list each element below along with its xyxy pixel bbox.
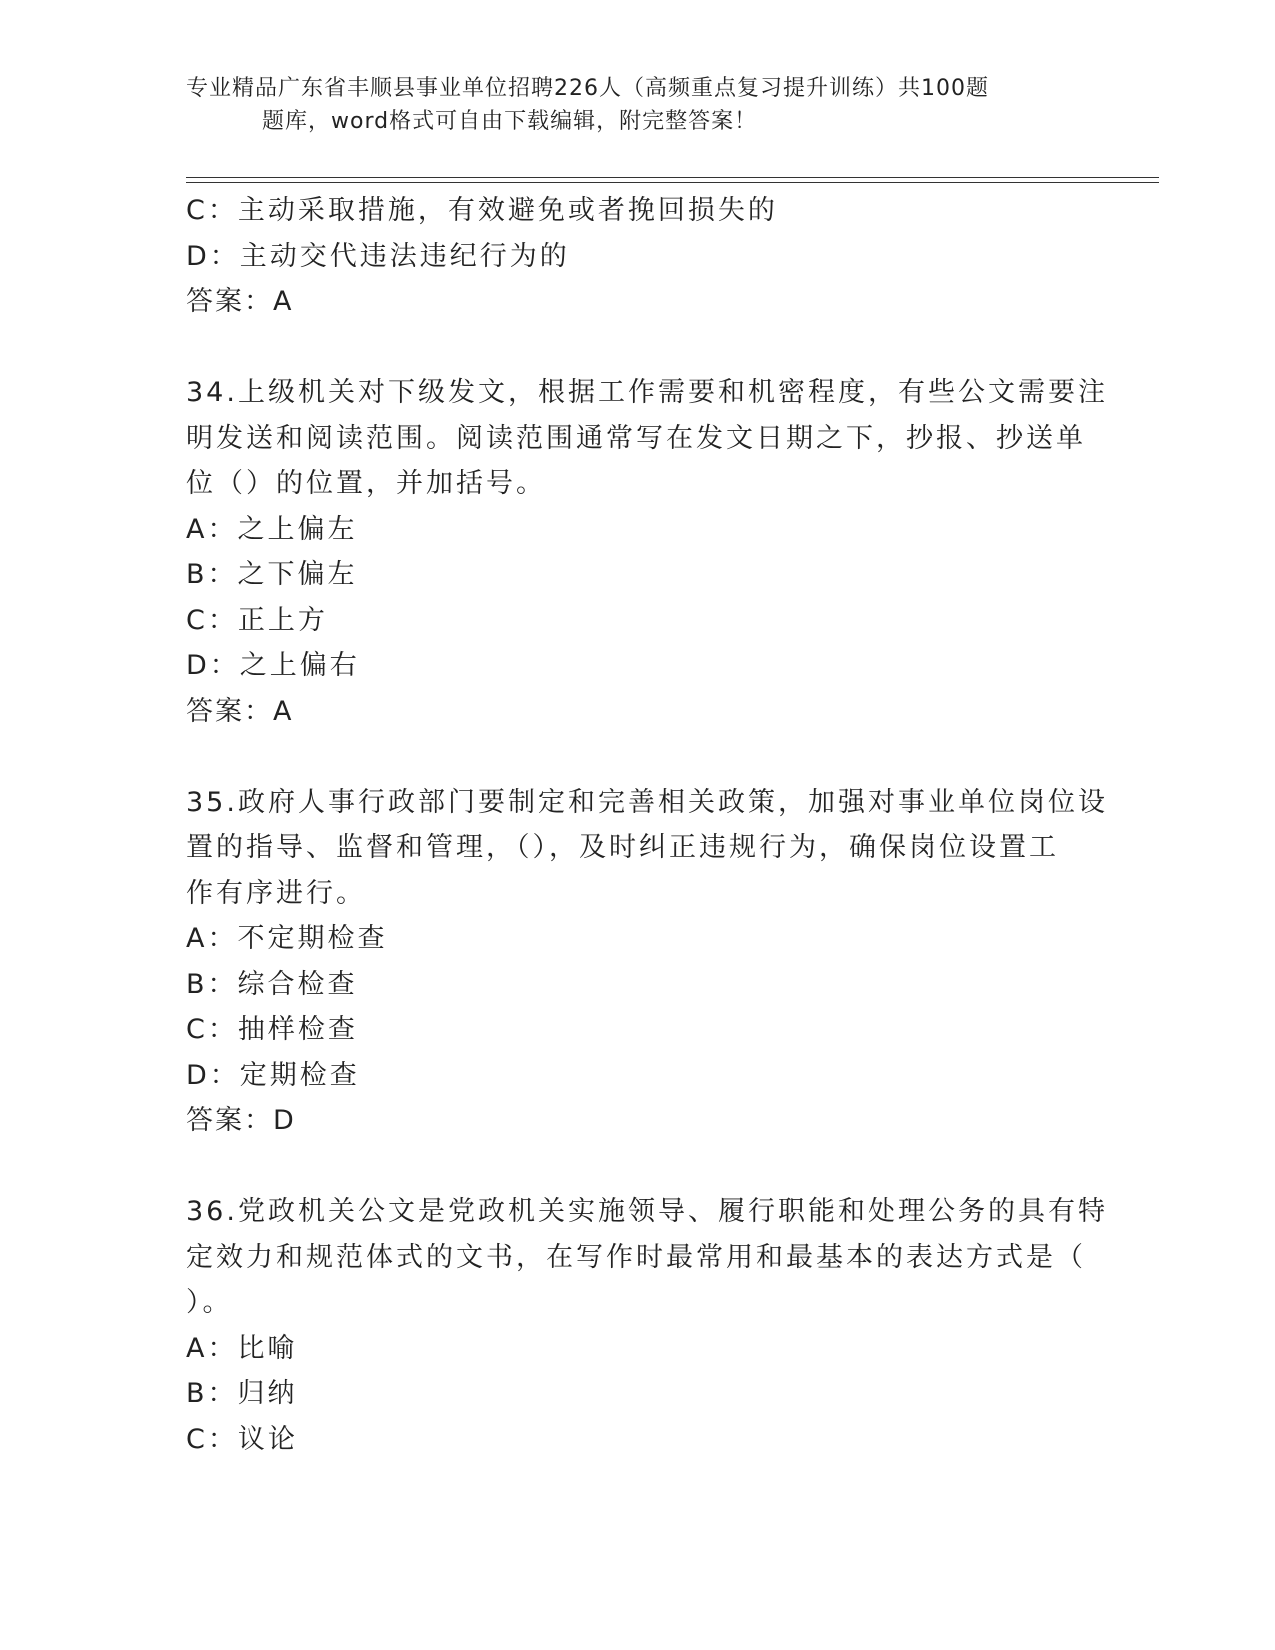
option-a: A：比喻: [186, 1332, 298, 1364]
answer-line: 答案：A: [186, 286, 294, 317]
option-c: C：抽样检查: [186, 1014, 358, 1045]
question-stem: [186, 370, 1108, 507]
page-header: [186, 72, 1066, 138]
stem-line: 35.政府人事行政部门要制定和完善相关政策，加强对事业单位岗位设: [186, 786, 1108, 818]
stem-line: 位（）的位置，并加括号。: [186, 468, 546, 499]
stem-line: 明发送和阅读范围。阅读范围通常写在发文日期之下，抄报、抄送单: [186, 422, 1086, 454]
question-33-continued: [186, 188, 1086, 325]
header-title-line-2: 题库，word格式可自由下载编辑，附完整答案！: [262, 109, 758, 134]
spacer: [186, 1144, 1086, 1190]
stem-line: 36.党政机关公文是党政机关实施领导、履行职能和处理公务的具有特: [186, 1196, 1108, 1227]
stem-line: 作有序进行。: [186, 877, 366, 909]
header-divider-bottom: [186, 182, 1159, 183]
stem-line: 置的指导、监督和管理，（），及时纠正违规行为，确保岗位设置工: [186, 832, 1059, 863]
option-a: A：不定期检查: [186, 923, 388, 954]
answer-line: 答案：A: [186, 695, 294, 727]
spacer: [186, 325, 1086, 371]
answer-line: 答案：D: [186, 1105, 296, 1136]
header-title-line-1: 专业精品广东省丰顺县事业单位招聘226人（高频重点复习提升训练）共100题: [186, 76, 989, 101]
question-36: [186, 1189, 1108, 1462]
option-b: B：之下偏左: [186, 559, 358, 590]
stem-line: ）。: [186, 1287, 233, 1318]
option-b: B：归纳: [186, 1378, 298, 1409]
option-c: C：议论: [186, 1423, 298, 1455]
option-c: C：主动采取措施，有效避免或者挽回损失的: [186, 195, 778, 226]
option-a: A：之上偏左: [186, 513, 358, 545]
spacer: [186, 734, 1086, 780]
document-body: [186, 188, 1108, 1462]
option-d: D：主动交代违法违纪行为的: [186, 240, 570, 272]
option-d: D：定期检查: [186, 1059, 360, 1091]
stem-line: 34.上级机关对下级发文，根据工作需要和机密程度，有些公文需要注: [186, 377, 1108, 408]
option-b: B：综合检查: [186, 968, 358, 1000]
question-35: [186, 780, 1108, 1144]
header-divider-top: [186, 177, 1159, 178]
stem-line: 定效力和规范体式的文书，在写作时最常用和最基本的表达方式是（: [186, 1241, 1086, 1273]
option-c: C：正上方: [186, 604, 328, 636]
question-stem: [186, 1189, 1108, 1326]
question-stem: [186, 780, 1108, 917]
option-d: D：之上偏右: [186, 650, 360, 681]
question-34: [186, 370, 1108, 734]
